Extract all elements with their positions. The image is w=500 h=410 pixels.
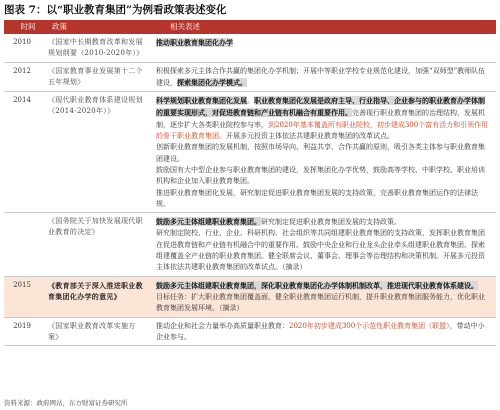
row-year: 2010 [13,38,31,46]
row-description [152,213,496,275]
highlighted-text: 探索集团化办学模式。 [177,77,247,87]
row-year: 2012 [13,66,31,75]
policy-table [4,20,496,346]
table-row [4,92,496,213]
table-row [4,318,496,347]
description-text: 完善现行职业教育集团的治理结构，发展机制，逐步扩大各类职业院校参与率， [156,109,485,129]
row-description [152,318,496,346]
row-year [4,213,40,275]
description-text: 推进职业教育集团化发展，研究制定促进职业教育集团发展的支持政策，完善职业教育集团运作的法律法规。 [156,188,478,208]
description-text: 鼓励国有大中型企业参与职业教育集团的建设，发挥集团化办学优势，鼓励高等学校、中职学校、职业培训机构和企业加入职业教育集团。 [156,165,485,186]
description-text: 研究制定院校、行业、企业、科研机构、社会组织等共同组建职业教育集团的支持政策，发挥职业教育集团在促进教育链和产业链有机融合中的重要作用。鼓励中央企业和行业龙头企业牵头组建职业教育集团。探索组建覆盖全产业链的职业教育集团。健全联席会议、董事会、理事会等治理结构和决策机制。开展多元投资主体依法共建职业教育集团的改革试点。（摘录） [156,229,485,272]
description-text: 研究制定促进职业教育集团发展的支持政策。 [261,218,401,227]
row-year: 2019 [13,321,31,330]
row-policy: 《现代职业教育体系建设规划（2014-2020年）》 [48,96,143,116]
header-description: 相关表述 [170,22,200,31]
row-policy: 《教育部关于深入推进职业教育集团化办学的意见》 [48,280,143,301]
highlighted-text: 推动职业教育集团化办学 [156,38,233,47]
emphasis-text: 到2020年基本覆盖所有职业院校，初步建成300个富有活力和引领作用的骨干职业教育集团。 [156,120,489,141]
description-text: 创新职业教育集团的发展机制，按照市场导向、利益共享、合作共赢的原则，吸引各类主体参与职业教育集团建设。 [156,143,485,163]
description-text: ，带动中小企业参与。 [156,321,485,341]
table-row [4,63,496,93]
table-row [4,277,496,318]
highlighted-text: 鼓励多元主体组建职业教育集团，深化职业教育集团化办学体制机制改革，推进现代职业教育体系建设。 [156,280,478,290]
emphasis-text: 2020年初步建成300个示范性职业教育集团（联盟） [289,321,450,330]
row-policy: 《国家教育事业发展第十二个五年规划》 [48,66,143,86]
row-description [152,92,496,212]
row-description [152,63,496,92]
description-text: 。 [247,97,254,106]
description-text: 目标任务：扩大职业教育集团覆盖面，健全职业教育集团运行机制，提升职业教育集团服务能力，优化职业教育集团发展环境。（摘录） [156,292,485,313]
highlighted-text: 鼓励多元主体组建职业教育集团。 [156,217,261,227]
description-text: 推动企业和社会力量举办高质量职业教育： [156,321,289,330]
description-text: 积极探索多元主体合作共赢的集团化办学机制；开展中等职业学校专业规范化建设，加强“双师型”教师队伍建设， [156,66,486,87]
row-year: 2014 [13,96,31,105]
row-year: 2015 [13,280,31,289]
row-description [152,34,496,62]
table-row [4,213,496,276]
highlighted-text: 科学规划职业教育集团化发展 [156,96,247,106]
table-header [4,20,496,34]
row-policy: 《国家职业教育改革实施方案》 [48,321,136,341]
table-row [4,34,496,63]
row-policy: 《国务院关于加快发展现代职业教育的决定》 [48,217,143,237]
header-policy: 政策 [52,22,67,31]
source-note: 资料来源：政府网站，东方财富证券研究所 [4,399,128,407]
description-text: 开展多元投资主体依法共建职业教育集团的改革试点。 [226,132,394,141]
highlighted-text: 职业教育集团化发展是政府主导、行业指导、企业参与的职业教育办学体制的重要实现形式，对促进教育链和产业链有机融合有重要作用。 [156,96,485,118]
header-year: 时间 [20,22,36,31]
figure-title: 图表 7：以“职业教育集团”为例看政策表述变化 [4,4,227,16]
table-body [4,34,496,346]
row-description [152,277,496,317]
row-policy: 《国家中长期教育改革和发展规划纲要（2010-2020年）》 [48,38,144,58]
